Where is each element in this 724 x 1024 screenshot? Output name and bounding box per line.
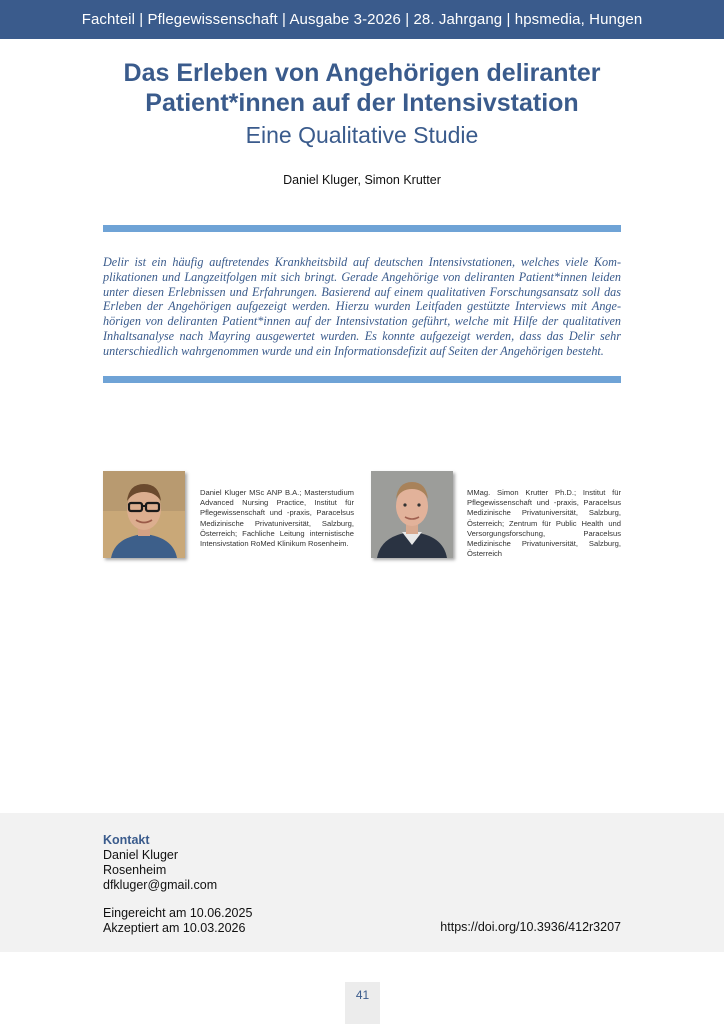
submitted-date: Eingereicht am 10.06.2025 — [103, 906, 253, 920]
article-subtitle: Eine Qualitative Studie — [245, 122, 479, 148]
contact-email[interactable]: dfkluger@gmail.com — [103, 878, 218, 892]
article-title — [60, 58, 664, 118]
journal-header-text: Fachteil | Pflegewissenschaft | Ausgabe 3-2026 | 28. Jahrgang | hpsmedia, Hungen — [81, 11, 643, 28]
author-photo-krutter — [371, 471, 453, 558]
article-title-line-1: Das Erleben von Angehörigen deliranter — [123, 59, 601, 87]
abstract-text: Delir ist ein häufig auftretendes Krankheitsbild auf deutschen Intensivstationen, welches viele Komplikationen und Langzeitfolgen mit sich bringt. Gerade Angehörige von deliranten Patient*innen leiden unter diesen Erlebnissen und Erfahrungen. Basierend auf einem qualitativen Forschungsansatz soll das Erleben der Angehörigen aufgezeigt werden. Hierzu wurden Leitfaden gestützte Interviews mit Angehörigen von deliranten Patient*innen auf der Intensivstation geführt, welche mit Hilfe der qualitativen Inhaltsanalyse nach Mayring ausgewertet wurden. Es konnte aufgezeigt werden, dass das Delir sehr unterschiedlich wahrgenommen wurde und ein Informationsdefizit auf Seiten der Angehörigen besteht. — [103, 255, 621, 358]
person-photo-icon — [103, 471, 185, 558]
contact-name: Daniel Kluger — [103, 848, 179, 862]
author-bio-krutter: MMag. Simon Krutter Ph.D.; Institut für Pflegewissenschaft und -praxis, Paracelsus Medizinische Privatuniversität, Salzburg, Österreich; Zentrum für Public Health und Versorgungsforschung, Paracelsus Medizinische Privatuniversität, Salzburg, Österreich — [467, 488, 621, 559]
abstract-top-rule — [103, 225, 621, 232]
contact-heading: Kontakt — [103, 833, 150, 847]
accepted-date: Akzeptiert am 10.03.2026 — [103, 921, 246, 935]
article-title-line-2: Patient*innen auf der Intensivstation — [145, 89, 579, 117]
author-bio-kluger: Daniel Kluger MSc ANP B.A.; Masterstudium Advanced Nursing Practice, Institut für Pflegewissenschaft und -praxis, Paracelsus Medizinische Privatuniversität, Salzburg, Österreich; Fachliche Leitung internistische Intensivstation RoMed Klinikum Rosenheim. — [200, 488, 354, 549]
abstract-bottom-rule — [103, 376, 621, 383]
article-authors: Daniel Kluger, Simon Krutter — [283, 173, 441, 187]
page-number: 41 — [345, 982, 380, 1024]
contact-city: Rosenheim — [103, 863, 167, 877]
doi-link[interactable]: https://doi.org/10.3936/412r3207 — [440, 920, 621, 934]
journal-header-bar — [0, 0, 724, 39]
contact-box — [0, 813, 724, 952]
author-photo-kluger — [103, 471, 185, 558]
person-photo-icon — [371, 471, 453, 558]
